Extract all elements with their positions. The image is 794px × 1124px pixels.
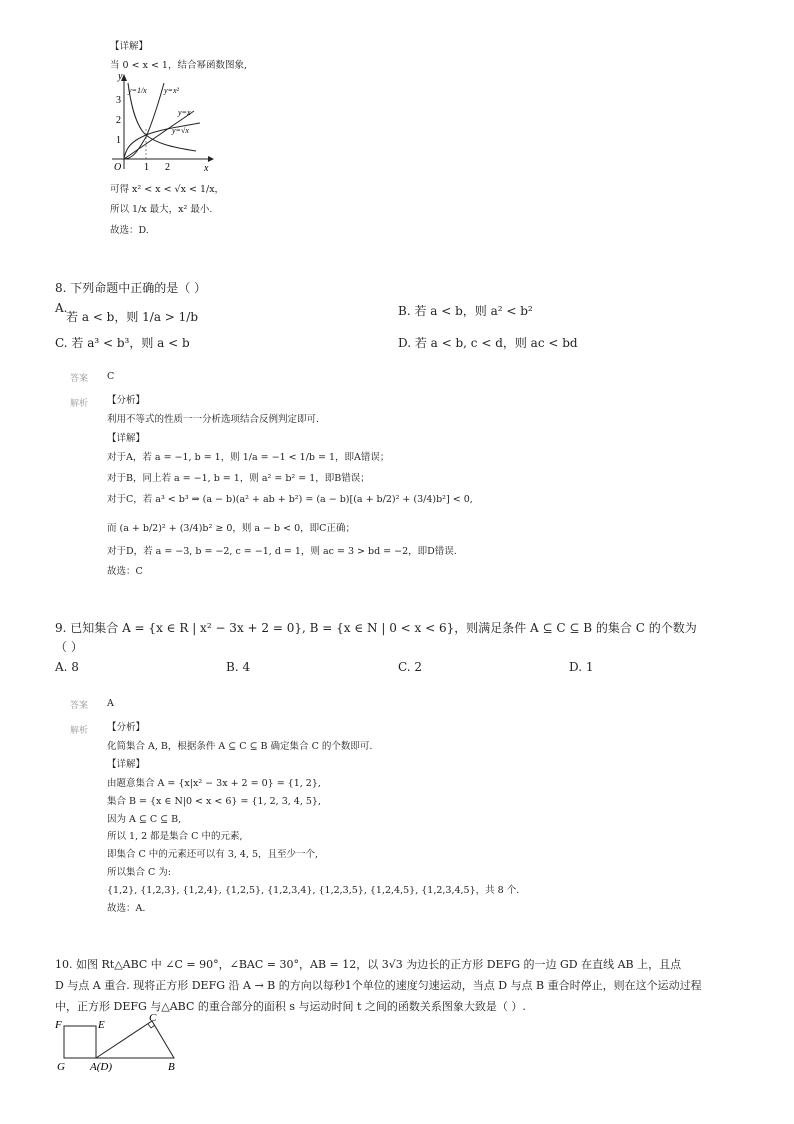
q9-detail-line6: 所以集合 C 为: xyxy=(107,867,172,878)
tick-x1: 1 xyxy=(144,162,149,173)
q8-detail-line6: 故选：C xyxy=(107,566,143,577)
label-sqrt: y=√x xyxy=(172,126,189,135)
q8-detail-line3: 对于C，若 a³ < b³ ⇒ (a − b)(a² + ab + b²) = (a − b)[(a + b/2)² + (3/4)b²] < 0, xyxy=(107,494,473,505)
q9-analysis-tag: 【分析】 xyxy=(107,722,146,733)
tick-y3: 3 xyxy=(116,95,121,106)
label-inverse: y=1/x xyxy=(128,86,147,95)
q8-option-c: C. 若 a³ < b³，则 a < b xyxy=(55,336,190,350)
q9-option-d: D. 1 xyxy=(569,660,594,674)
q9-stem: 9. 已知集合 A = {x ∈ R | x² − 3x + 2 = 0}, B = {x ∈ N | 0 < x < 6}，则满足条件 A ⊆ C ⊆ B 的集合 C 的个数为 xyxy=(55,621,697,635)
q8-detail-line4: 而 (a + b/2)² + (3/4)b² ≥ 0，则 a − b < 0，即C正确； xyxy=(107,523,355,534)
q9-answer-label: 答案 xyxy=(70,701,89,711)
q9-answer: A xyxy=(107,698,114,709)
q8-analysis-label: 解析 xyxy=(70,399,89,409)
q8-answer: C xyxy=(107,371,115,382)
q9-detail-line7: {1,2}, {1,2,3}, {1,2,4}, {1,2,5}, {1,2,3,4}, {1,2,3,5}, {1,2,4,5}, {1,2,3,4,5}，共 8 个. xyxy=(107,885,520,896)
q10-line3: 中，正方形 DEFG 与△ABC 的重合部分的面积 s 与运动时间 t 之间的函数关系图象大致是（ ）. xyxy=(55,1000,526,1013)
tick-y2: 2 xyxy=(116,115,121,126)
label-linear: y=x xyxy=(178,108,191,117)
q9-analysis-label: 解析 xyxy=(70,726,89,736)
q7-line2: 可得 x² < x < √x < 1/x， xyxy=(110,184,225,195)
q9-detail-line8: 故选：A. xyxy=(107,903,146,914)
q9-option-c: C. 2 xyxy=(398,660,423,674)
power-function-graph xyxy=(108,73,214,173)
q8-stem: 8. 下列命题中正确的是（ ） xyxy=(55,281,207,295)
label-e: E xyxy=(98,1019,105,1031)
q9-option-a: A. 8 xyxy=(55,660,79,674)
q8-detail-tag: 【详解】 xyxy=(107,433,146,444)
label-b: B xyxy=(168,1061,175,1073)
q7-line4: 故选：D. xyxy=(110,225,149,236)
label-c: C xyxy=(149,1012,157,1024)
label-g: G xyxy=(57,1061,65,1073)
q8-analysis-text: 利用不等式的性质一一分析选项结合反例判定即可. xyxy=(107,414,320,425)
origin-label: O xyxy=(114,162,122,173)
tick-x2: 2 xyxy=(165,162,170,173)
q8-answer-label: 答案 xyxy=(70,374,89,384)
q10-figure xyxy=(52,1012,192,1074)
q8-analysis-tag: 【分析】 xyxy=(107,395,146,406)
q9-option-b: B. 4 xyxy=(226,660,251,674)
q9-detail-line2: 集合 B = {x ∈ N|0 < x < 6} = {1, 2, 3, 4, 5}, xyxy=(107,796,321,807)
q7-line3: 所以 1/x 最大，x² 最小. xyxy=(110,204,213,215)
x-axis-arrow xyxy=(208,156,214,162)
q10-line2: D 与点 A 重合. 现将正方形 DEFG 沿 A → B 的方向以每秒1个单位的速度匀速运动，当点 D 与点 B 重合时停止，则在这个运动过程 xyxy=(55,979,702,992)
q10-line1: 10. 如图 Rt△ABC 中 ∠C = 90°，∠BAC = 30°，AB = 12，以 3√3 为边长的正方形 DEFG 的一边 GD 在直线 AB 上，且点 xyxy=(55,958,682,971)
q8-detail-line5: 对于D，若 a = −3, b = −2, c = −1, d = 1，则 ac = 3 > bd = −2，即D错误. xyxy=(107,546,457,557)
q9-analysis-text: 化简集合 A, B，根据条件 A ⊆ C ⊆ B 确定集合 C 的个数即可. xyxy=(107,741,373,752)
curve-linear xyxy=(124,111,194,159)
q8-option-d: D. 若 a < b, c < d，则 ac < bd xyxy=(398,336,578,350)
q9-detail-tag: 【详解】 xyxy=(107,759,146,770)
q8-option-a-letter: A. xyxy=(55,301,68,315)
q9-detail-line3: 因为 A ⊆ C ⊆ B, xyxy=(107,814,182,825)
q9-detail-line5: 即集合 C 中的元素还可以有 3, 4, 5，且至少一个, xyxy=(107,849,319,860)
q8-option-a: 若 a < b，则 1/a > 1/b xyxy=(66,310,199,324)
q8-detail-line1: 对于A，若 a = −1, b = 1，则 1/a = −1 < 1/b = 1，即A错误； xyxy=(107,452,390,463)
label-square: y=x² xyxy=(164,86,179,95)
label-ad: A(D) xyxy=(90,1061,112,1073)
y-axis-label: y xyxy=(118,73,123,82)
triangle-abc xyxy=(96,1021,174,1058)
square-defg xyxy=(64,1026,96,1058)
tick-y1: 1 xyxy=(116,135,121,146)
q9-detail-line4: 所以 1, 2 都是集合 C 中的元素, xyxy=(107,831,243,842)
q9-detail-line1: 由题意集合 A = {x|x² − 3x + 2 = 0} = {1, 2}, xyxy=(107,778,321,789)
q9-stem-blank: （ ） xyxy=(55,640,83,654)
q8-option-b: B. 若 a < b，则 a² < b² xyxy=(398,304,533,318)
label-f: F xyxy=(55,1019,62,1031)
q7-line1: 当 0 < x < 1，结合幂函数图象, xyxy=(110,60,247,71)
q7-detail-tag: 【详解】 xyxy=(110,41,149,52)
q8-detail-line2: 对于B，同上若 a = −1, b = 1，则 a² = b² = 1，即B错误； xyxy=(107,473,370,484)
x-axis-label: x xyxy=(204,163,209,173)
